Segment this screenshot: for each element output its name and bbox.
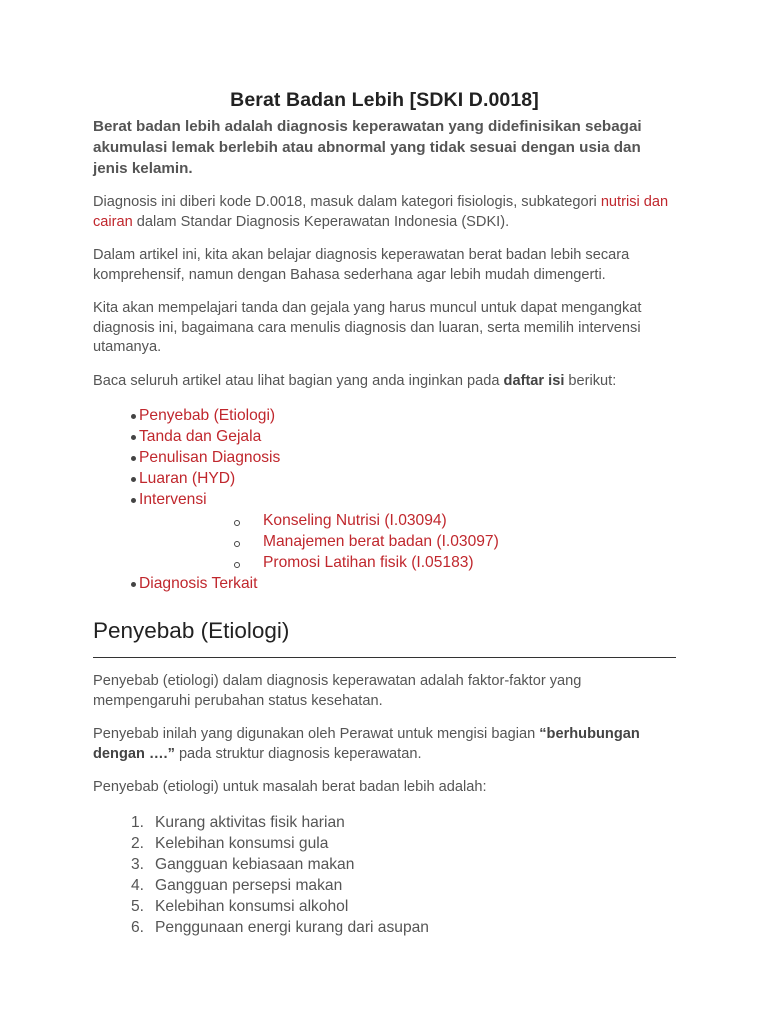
toc-link-penulisan-diagnosis[interactable]: Penulisan Diagnosis [139,449,281,466]
circle-bullet-icon [234,562,240,568]
circle-bullet-icon [234,520,240,526]
list-item [93,917,676,938]
daftar-isi-emphasis: daftar isi [503,372,565,389]
list-item-text: Kelebihan konsumsi gula [155,834,329,852]
bullet-icon [131,435,136,440]
bullet-icon [131,414,136,419]
list-item [93,833,676,854]
section-paragraph-1: Penyebab (etiologi) dalam diagnosis keperawatan adalah faktor-faktor yang mempengaruhi perubahan status kesehatan. [93,673,582,709]
intro-text: dalam Standar Diagnosis Keperawatan Indonesia (SDKI). [132,213,510,230]
toc-link-konseling-nutrisi[interactable]: Konseling Nutrisi (I.03094) [263,512,447,529]
toc-subitem [131,510,676,531]
toc-subitem [131,552,676,573]
list-number: 6. [131,918,145,936]
toc-item [93,468,676,489]
section-paragraph-3: Penyebab (etiologi) untuk masalah berat badan lebih adalah: [93,779,487,795]
berhubungan-dengan-emphasis: “berhubungan dengan ….” [93,726,640,762]
table-of-contents [93,405,676,594]
intro-paragraph-3: Kita akan mempelajari tanda dan gejala yang harus muncul untuk dapat mengangkat diagnosis ini, bagaimana cara menulis diagnosis dan luaran, serta memilih intervensi utamanya. [93,300,642,355]
list-item-text: Gangguan persepsi makan [155,876,343,894]
bullet-icon [131,477,136,482]
list-item-text: Gangguan kebiasaan makan [155,855,355,873]
section-paragraph-2 [93,725,676,764]
article-content [93,88,676,938]
list-number: 5. [131,897,145,915]
bullet-icon [131,456,136,461]
toc-sublist [131,510,676,573]
lead-paragraph: Berat badan lebih adalah diagnosis keperawatan yang didefinisikan sebagai akumulasi lemak berlebih atau abnormal yang tidak sesuai dengan usia dan jenis kelamin. [93,118,642,177]
causes-list [93,812,676,938]
list-item-text: Penggunaan energi kurang dari asupan [155,918,429,936]
page-title: Berat Badan Lebih [SDKI D.0018] [230,89,539,111]
list-item-text: Kelebihan konsumsi alkohol [155,897,349,915]
toc-link-intervensi[interactable]: Intervensi [139,491,207,508]
bullet-icon [131,582,136,587]
list-item [93,812,676,833]
toc-link-penyebab[interactable]: Penyebab (Etiologi) [139,407,276,424]
list-number: 3. [131,855,145,873]
intro-text: berikut: [564,372,617,389]
list-number: 1. [131,813,145,831]
list-item-text: Kurang aktivitas fisik harian [155,813,345,831]
list-item [93,854,676,875]
toc-link-promosi-latihan-fisik[interactable]: Promosi Latihan fisik (I.05183) [263,554,474,571]
section-text: Penyebab inilah yang digunakan oleh Perawat untuk mengisi bagian [93,726,540,742]
toc-subitem [131,531,676,552]
toc-item [93,489,676,573]
intro-paragraph-4 [93,372,676,392]
link-nutrisi-dan-cairan[interactable]: nutrisi dan cairan [93,194,669,230]
toc-item [93,447,676,468]
intro-text: Baca seluruh artikel atau lihat bagian yang anda inginkan pada [93,372,504,389]
toc-item [93,573,676,594]
list-number: 4. [131,876,145,894]
circle-bullet-icon [234,541,240,547]
toc-link-diagnosis-terkait[interactable]: Diagnosis Terkait [139,575,258,592]
bullet-icon [131,498,136,503]
intro-paragraph-1 [93,193,676,232]
toc-link-manajemen-berat-badan[interactable]: Manajemen berat badan (I.03097) [263,533,499,550]
toc-item [93,405,676,426]
toc-link-luaran[interactable]: Luaran (HYD) [139,470,236,487]
list-item [93,875,676,896]
toc-link-tanda-dan-gejala[interactable]: Tanda dan Gejala [139,428,262,445]
intro-paragraph-2: Dalam artikel ini, kita akan belajar diagnosis keperawatan berat badan lebih secara komprehensif, namun dengan Bahasa sederhana agar lebih mudah dimengerti. [93,247,630,283]
list-number: 2. [131,834,145,852]
list-item [93,896,676,917]
section-heading: Penyebab (Etiologi) [93,616,676,658]
toc-item [93,426,676,447]
section-text: pada struktur diagnosis keperawatan. [174,745,422,762]
intro-text: Diagnosis ini diberi kode D.0018, masuk dalam kategori fisiologis, subkategori [93,194,601,210]
